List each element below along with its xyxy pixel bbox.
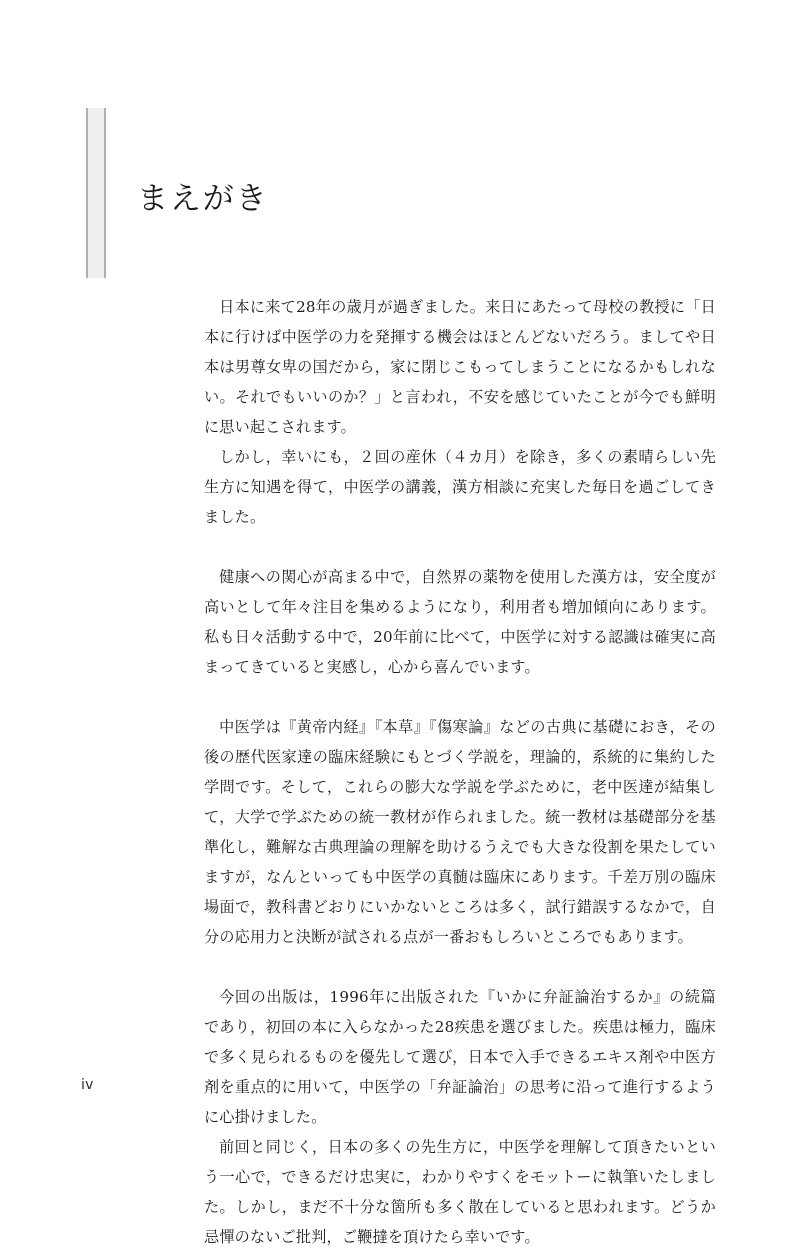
paragraph-group bbox=[204, 982, 716, 1252]
body-paragraph: 日本に来て28年の歳月が過ぎました。来日にあたって母校の教授に「日本に行けば中医学の力を発揮する機会はほとんどないだろう。ましてや日本は男尊女卑の国だから，家に閉じこもってしまうことになるかもしれない。それでもいいのか？」と言われ，不安を感じていたことが今でも鮮明に思い起こされます。 bbox=[204, 298, 716, 436]
body-text-column bbox=[204, 292, 716, 1252]
body-paragraph: しかし，幸いにも，２回の産休（４カ月）を除き，多くの素晴らしい先生方に知遇を得て，中医学の講義，漢方相談に充実した毎日を過ごしてきました。 bbox=[204, 448, 716, 526]
paragraph-group bbox=[204, 712, 716, 952]
paragraph-group bbox=[204, 292, 716, 532]
body-paragraph: 健康への関心が高まる中で，自然界の薬物を使用した漢方は，安全度が高いとして年々注目を集めるようになり，利用者も増加傾向にあります。私も日々活動する中で，20年前に比べて，中医学に対する認識は確実に高まってきていると実感し，心から喜んでいます。 bbox=[204, 568, 716, 676]
paragraph-group bbox=[204, 562, 716, 682]
title-decorative-rule bbox=[86, 108, 106, 278]
body-paragraph: 今回の出版は，1996年に出版された『いかに弁証論治するか』の続篇であり，初回の本に入らなかった28疾患を選びました。疾患は極力，臨床で多く見られるものを優先して選び，日本で入手できるエキス剤や中医方剤を重点的に用いて，中医学の「弁証論治」の思考に沿って進行するように心掛けました。 bbox=[204, 988, 716, 1126]
page-title: まえがき bbox=[137, 180, 269, 217]
body-paragraph: 中医学は『黄帝内経』『本草』『傷寒論』などの古典に基礎におき，その後の歴代医家達の臨床経験にもとづく学説を，理論的，系統的に集約した学問です。そして，これらの膨大な学説を学ぶために，老中医達が結集して，大学で学ぶための統一教材が作られました。統一教材は基礎部分を基準化し，難解な古典理論の理解を助けるうえでも大きな役割を果たしていますが，なんといっても中医学の真髄は臨床にあります。千差万別の臨床場面で，教科書どおりにいかないところは多く，試行錯誤するなかで，自分の応用力と決断が試される点が一番おもしろいところでもあります。 bbox=[204, 718, 716, 946]
body-paragraph: 前回と同じく，日本の多くの先生方に，中医学を理解して頂きたいという一心で，できるだけ忠実に，わかりやすくをモットーに執筆いたしました。しかし，まだ不十分な箇所も多く散在していると思われます。どうか忌憚のないご批判，ご鞭撻を頂けたら幸いです。 bbox=[204, 1138, 716, 1246]
page-number: iv bbox=[81, 1077, 94, 1093]
